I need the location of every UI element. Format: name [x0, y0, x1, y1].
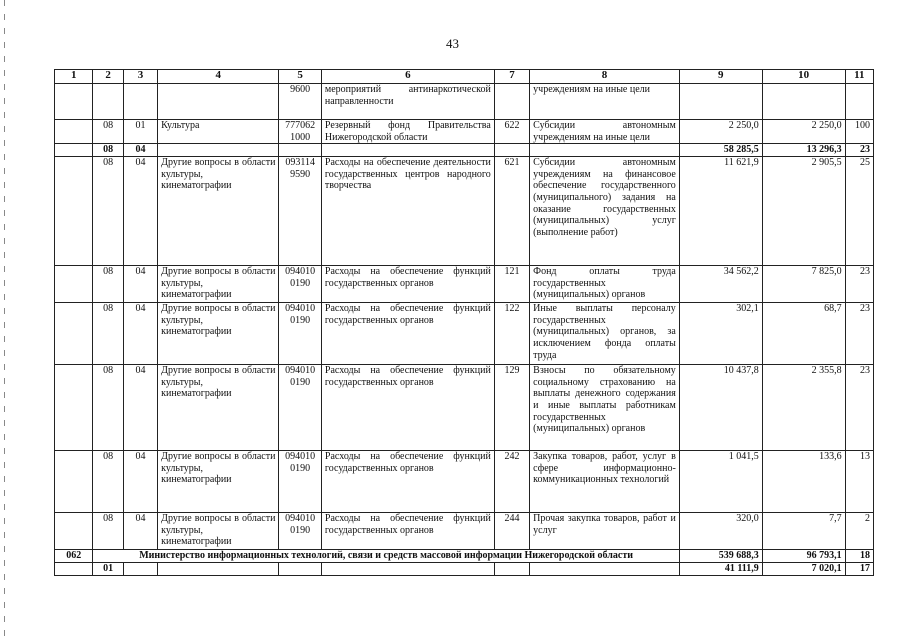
cell-percent: 17 [845, 563, 873, 576]
cell-target-code [279, 144, 321, 157]
cell-expense-type: 242 [494, 451, 529, 513]
col-header: 5 [279, 70, 321, 84]
page-number: 43 [446, 36, 459, 51]
cell-plan: 539 688,3 [679, 550, 762, 563]
cell-c1 [55, 266, 93, 303]
table-row [55, 365, 874, 451]
cell-target-name: Расходы на обеспечение деятельности государственных центров народного творчества [321, 157, 494, 266]
cell-expense-name: учреждениям на иные цели [530, 84, 680, 120]
col-header: 8 [530, 70, 680, 84]
cell-plan: 302,1 [679, 303, 762, 365]
cell-plan: 34 562,2 [679, 266, 762, 303]
col-header: 2 [93, 70, 123, 84]
cell-subsection: 01 [123, 120, 157, 144]
cell-expense-name: Субсидии автономным учреждениям на финансовое обеспечение государственного (муниципального) задания на оказание государственных (муниципальных) услуг (выполнение работ) [530, 157, 680, 266]
table-row [55, 303, 874, 365]
cell-target-name: Расходы на обеспечение функций государственных органов [321, 266, 494, 303]
cell-c1 [55, 513, 93, 550]
cell-actual: 96 793,1 [762, 550, 845, 563]
cell-plan: 320,0 [679, 513, 762, 550]
table-row [55, 157, 874, 266]
cell-target-name: Резервный фонд Правительства Нижегородской области [321, 120, 494, 144]
cell-expense-name [530, 563, 680, 576]
cell-section-name: Другие вопросы в области культуры, кинематографии [158, 266, 279, 303]
cell-expense-type [494, 144, 529, 157]
cell-section-name [158, 144, 279, 157]
cell-percent: 23 [845, 144, 873, 157]
cell-section-name: Культура [158, 120, 279, 144]
cell-target-code: 094010 0190 [279, 451, 321, 513]
cell-actual: 2 250,0 [762, 120, 845, 144]
cell-expense-name: Иные выплаты персоналу государственных (муниципальных) органов, за исключением фонда оплаты труда [530, 303, 680, 365]
cell-actual: 68,7 [762, 303, 845, 365]
cell-c1 [55, 563, 93, 576]
cell-plan: 1 041,5 [679, 451, 762, 513]
table-row [55, 84, 874, 120]
cell-percent: 25 [845, 157, 873, 266]
cell-subsection [123, 84, 157, 120]
cell-expense-name: Субсидии автономным учреждениям на иные цели [530, 120, 680, 144]
cell-section: 08 [93, 513, 123, 550]
cell-target-code: 094010 0190 [279, 266, 321, 303]
col-header: 6 [321, 70, 494, 84]
cell-actual: 7 020,1 [762, 563, 845, 576]
cell-section: 08 [93, 120, 123, 144]
cell-plan: 2 250,0 [679, 120, 762, 144]
cell-expense-name: Прочая закупка товаров, работ и услуг [530, 513, 680, 550]
cell-expense-name: Закупка товаров, работ, услуг в сфере информационно-коммуникационных технологий [530, 451, 680, 513]
cell-section: 08 [93, 365, 123, 451]
cell-plan: 41 111,9 [679, 563, 762, 576]
cell-subsection: 04 [123, 365, 157, 451]
cell-percent: 23 [845, 303, 873, 365]
cell-target-name [321, 144, 494, 157]
cell-section: 08 [93, 266, 123, 303]
cell-section: 08 [93, 451, 123, 513]
cell-subsection: 04 [123, 303, 157, 365]
cell-percent: 23 [845, 365, 873, 451]
cell-c1 [55, 120, 93, 144]
cell-ministry-name: Министерство информационных технологий, связи и средств массовой информации Нижегородской области [93, 550, 679, 563]
table-row [55, 451, 874, 513]
cell-section-name: Другие вопросы в области культуры, кинематографии [158, 157, 279, 266]
cell-target-name: Расходы на обеспечение функций государственных органов [321, 451, 494, 513]
cell-c1 [55, 303, 93, 365]
cell-plan: 11 621,9 [679, 157, 762, 266]
cell-target-name: мероприятий антинаркотической направленности [321, 84, 494, 120]
cell-section: 08 [93, 157, 123, 266]
table-row [55, 513, 874, 550]
cell-section [93, 84, 123, 120]
header-row [55, 70, 874, 84]
cell-target-name [321, 563, 494, 576]
cell-expense-name [530, 144, 680, 157]
cell-plan: 58 285,5 [679, 144, 762, 157]
cell-subsection: 04 [123, 513, 157, 550]
cell-section-name [158, 563, 279, 576]
cell-actual [762, 84, 845, 120]
binding-edge-mark [4, 0, 5, 640]
cell-section: 08 [93, 303, 123, 365]
ministry-row [55, 550, 874, 563]
cell-actual: 2 355,8 [762, 365, 845, 451]
col-header: 11 [845, 70, 873, 84]
cell-expense-type: 129 [494, 365, 529, 451]
cell-subsection: 04 [123, 266, 157, 303]
cell-section: 01 [93, 563, 123, 576]
cell-section-name: Другие вопросы в области культуры, кинематографии [158, 303, 279, 365]
cell-subsection: 04 [123, 451, 157, 513]
cell-expense-type: 244 [494, 513, 529, 550]
cell-actual: 7,7 [762, 513, 845, 550]
cell-expense-name: Взносы по обязательному социальному страхованию на выплаты денежного содержания и иные выплаты работникам государственных (муниципальных) органов [530, 365, 680, 451]
cell-target-code: 777062 1000 [279, 120, 321, 144]
cell-target-code [279, 563, 321, 576]
cell-actual: 133,6 [762, 451, 845, 513]
cell-percent: 23 [845, 266, 873, 303]
cell-c1 [55, 144, 93, 157]
budget-table [54, 69, 874, 576]
cell-percent: 13 [845, 451, 873, 513]
cell-target-code: 9600 [279, 84, 321, 120]
cell-c1 [55, 451, 93, 513]
cell-target-code: 094010 0190 [279, 365, 321, 451]
cell-expense-name: Фонд оплаты труда государственных (муниципальных) органов [530, 266, 680, 303]
cell-expense-type: 621 [494, 157, 529, 266]
cell-subsection: 04 [123, 157, 157, 266]
table-row [55, 120, 874, 144]
cell-target-name: Расходы на обеспечение функций государственных органов [321, 303, 494, 365]
cell-actual: 13 296,3 [762, 144, 845, 157]
cell-percent: 18 [845, 550, 873, 563]
cell-section-name: Другие вопросы в области культуры, кинематографии [158, 451, 279, 513]
cell-section-name [158, 84, 279, 120]
cell-percent: 2 [845, 513, 873, 550]
cell-actual: 2 905,5 [762, 157, 845, 266]
table-row [55, 266, 874, 303]
cell-c1 [55, 157, 93, 266]
col-header: 1 [55, 70, 93, 84]
cell-section: 08 [93, 144, 123, 157]
cell-percent [845, 84, 873, 120]
cell-actual: 7 825,0 [762, 266, 845, 303]
col-header: 9 [679, 70, 762, 84]
cell-subsection [123, 563, 157, 576]
cell-subsection: 04 [123, 144, 157, 157]
col-header: 10 [762, 70, 845, 84]
cell-section-name: Другие вопросы в области культуры, кинематографии [158, 513, 279, 550]
cell-target-code: 094010 0190 [279, 303, 321, 365]
col-header: 7 [494, 70, 529, 84]
table-row [55, 144, 874, 157]
cell-plan [679, 84, 762, 120]
table-row [55, 563, 874, 576]
cell-c1 [55, 84, 93, 120]
cell-plan: 10 437,8 [679, 365, 762, 451]
cell-target-code: 093114 9590 [279, 157, 321, 266]
col-header: 4 [158, 70, 279, 84]
cell-section-name: Другие вопросы в области культуры, кинематографии [158, 365, 279, 451]
cell-target-name: Расходы на обеспечение функций государственных органов [321, 365, 494, 451]
col-header: 3 [123, 70, 157, 84]
cell-expense-type: 122 [494, 303, 529, 365]
cell-expense-type: 121 [494, 266, 529, 303]
cell-ministry-code: 062 [55, 550, 93, 563]
cell-c1 [55, 365, 93, 451]
cell-percent: 100 [845, 120, 873, 144]
cell-target-code: 094010 0190 [279, 513, 321, 550]
cell-target-name: Расходы на обеспечение функций государственных органов [321, 513, 494, 550]
cell-expense-type [494, 563, 529, 576]
cell-expense-type [494, 84, 529, 120]
cell-expense-type: 622 [494, 120, 529, 144]
